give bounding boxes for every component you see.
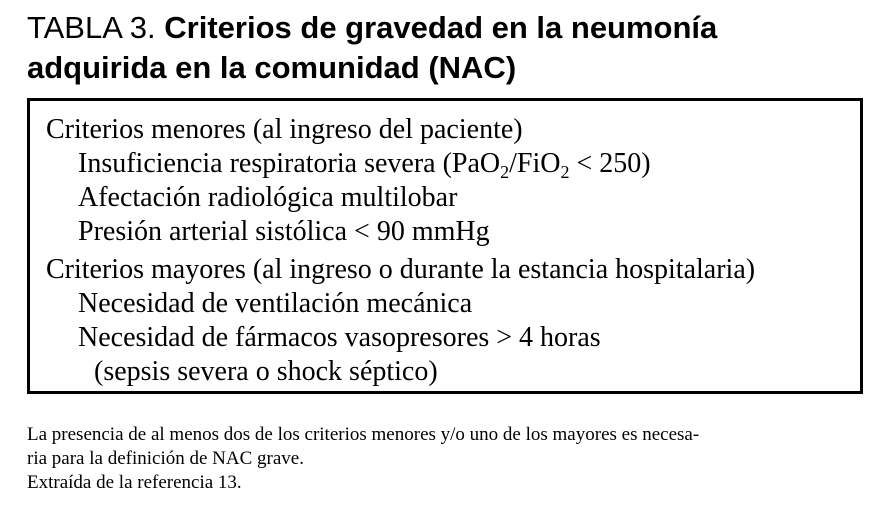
criteria-box (27, 98, 863, 394)
major-criterion-vasopressors: Necesidad de fármacos vasopresores > 4 horas (78, 322, 601, 353)
major-criteria-heading: Criterios mayores (al ingreso o durante la estancia hospitalaria) (46, 254, 756, 285)
footnote-line-2: ria para la definición de NAC grave. (27, 448, 304, 469)
footnote-source: Extraída de la referencia 13. (27, 472, 242, 493)
title-text-line-1: Criterios de gravedad en la neumonía (164, 10, 718, 45)
table-number-label: TABLA 3. (27, 10, 156, 45)
pao2-subscript: 2 (500, 162, 510, 182)
major-criterion-ventilation: Necesidad de ventilación mecánica (78, 288, 473, 319)
title-line-1 (27, 8, 887, 48)
minor-criterion-radiology: Afectación radiológica multilobar (78, 182, 458, 213)
table-title (27, 8, 887, 88)
table-footnote (27, 423, 873, 495)
title-text-line-2: adquirida en la comunidad (NAC) (27, 50, 517, 85)
major-criterion-vasopressors-note: (sepsis severa o shock séptico) (94, 356, 438, 387)
minor-criterion-respiratory-mid: /FiO (509, 148, 561, 179)
minor-criterion-pressure: Presión arterial sistólica < 90 mmHg (78, 216, 490, 247)
minor-criterion-respiratory-prefix: Insuficiencia respiratoria severa (PaO (78, 148, 501, 179)
footnote-line-1: La presencia de al menos dos de los criterios menores y/o uno de los mayores es necesa- (27, 424, 700, 445)
fio2-subscript: 2 (560, 162, 570, 182)
minor-criterion-respiratory (78, 147, 651, 181)
minor-criteria-heading: Criterios menores (al ingreso del paciente) (46, 114, 523, 145)
minor-criterion-respiratory-suffix: < 250) (569, 148, 651, 179)
